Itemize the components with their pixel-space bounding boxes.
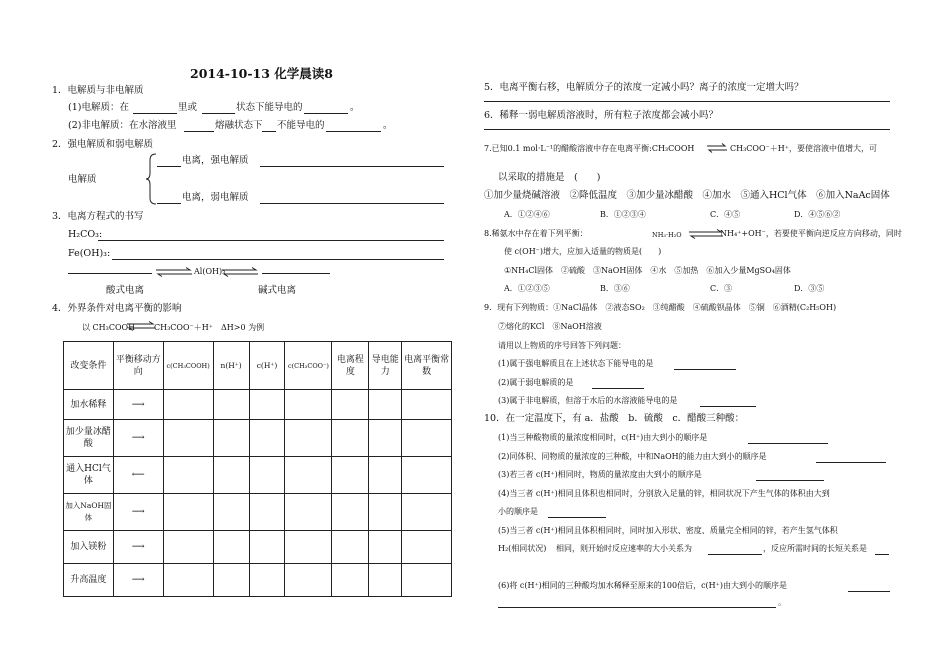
q8-line-c: NH₄⁺+OH⁻，若要使平衡向逆反应方向移动，同时	[720, 229, 902, 238]
q10-part5-h2: H₂(相同状况)	[498, 544, 547, 553]
q10-part4-line-a: (4)当三者 c(H⁺)相同且体积也相同时，分别放入足量的锌，相同状况下产生气体的体积由大到	[498, 489, 830, 498]
blank	[326, 131, 381, 132]
header-cell: c(H⁺)	[249, 342, 285, 390]
q10-part5-line-b: 相同，则开始时反应速率的大小关系为	[556, 544, 692, 553]
answer-line	[484, 101, 890, 102]
blank	[748, 443, 828, 444]
q3-heading: 3．电离方程式的书写	[52, 211, 144, 222]
right-arrow-icon: ⟶	[131, 399, 145, 410]
direction-cell	[113, 494, 163, 531]
header-cell: 改变条件	[64, 342, 114, 390]
q9-part3: (3)属于非电解质，但溶于水后的水溶液能导电的是	[498, 396, 678, 405]
table-row	[64, 457, 452, 494]
q7-line-c: 以采取的措施是 ( )	[498, 172, 601, 183]
q10-part1: (1)当三种酸物质的量浓度相同时，c(H⁺)由大到小的顺序是	[498, 433, 708, 442]
equilibrium-arrow-icon	[688, 229, 724, 239]
q9-line-a: 9．现有下列物质：①NaCl晶体 ②液态SO₂ ③纯醋酸 ④硫酸钡晶体 ⑤铜 ⑥酒精(C₂H₅OH)	[484, 303, 837, 312]
blank	[674, 369, 736, 370]
blank	[262, 273, 330, 274]
q3-base-ionization: 碱式电离	[258, 285, 297, 296]
blank	[184, 131, 214, 132]
table-header-row	[64, 342, 452, 390]
q4-intro-part3: ΔH>0 为例	[221, 323, 265, 332]
answer-line	[484, 129, 890, 130]
q5-text: 5．电离平衡右移，电解质分子的浓度一定减小吗？离子的浓度一定增大吗？	[484, 82, 804, 93]
condition-cell: 升高温度	[64, 564, 114, 597]
blank	[133, 113, 177, 114]
q3-h2co3-label: H₂CO₃:	[68, 229, 103, 240]
header-cell: 平衡移动方向	[113, 342, 163, 390]
header-cell: c(CH₃COOH)	[163, 342, 213, 390]
table-row	[64, 420, 452, 457]
left-arrow-icon: ⟵	[131, 470, 145, 480]
q10-part3: (3)若三者 c(H⁺)相同时，物质的量浓度由大到小的顺序是	[498, 470, 702, 479]
blank	[68, 273, 152, 274]
q10-heading: 10．在一定温度下，有 a．盐酸 b．硫酸 c．醋酸三种酸：	[484, 413, 745, 424]
q10-part4-line-b: 小的顺序是	[498, 507, 538, 516]
table-row	[64, 494, 452, 531]
q9-line-c: 请用以上物质的序号回答下列问题：	[498, 341, 626, 350]
blank	[260, 203, 444, 204]
q3-acid-ionization: 酸式电离	[106, 285, 145, 296]
header-cell: c(CH₃COO⁻)	[285, 342, 332, 390]
right-arrow-icon: ⟶	[131, 542, 145, 552]
equilibrium-arrow-icon	[220, 267, 260, 277]
condition-cell: 加少量冰醋酸	[64, 420, 114, 457]
q10-part6: (6)将 c(H⁺)相同的三种酸均加水稀释至原来的100倍后，c(H⁺)由大到小的顺序是	[498, 581, 787, 590]
q8-choice-d: D．③⑤	[794, 284, 825, 293]
q1-line-b-part4: 。	[383, 120, 393, 131]
q8-choice-a: A．①②③⑤	[504, 284, 550, 293]
equilibrium-conditions-table	[63, 341, 452, 597]
q1-line-b-part3: 不能导电的	[277, 120, 325, 131]
direction-cell	[113, 390, 163, 420]
direction-cell	[113, 564, 163, 597]
right-arrow-icon: ⟶	[131, 575, 145, 585]
curly-brace-icon	[145, 153, 157, 205]
blank	[260, 166, 444, 167]
q7-choice-d: D．④⑤⑥②	[794, 210, 841, 219]
q2-heading: 2．强电解质和弱电解质	[52, 139, 154, 150]
q3-feoh3-label: Fe(OH)₃:	[68, 248, 111, 259]
header-cell: 电离平衡常数	[402, 342, 452, 390]
q6-text: 6．稀释一弱电解质溶液时，所有粒子浓度都会减小吗？	[484, 110, 719, 121]
equilibrium-arrow-icon	[706, 143, 728, 153]
page-title: 2014-10-13 化学晨读8	[190, 66, 334, 81]
q8-choice-b: B．③⑥	[600, 284, 630, 293]
period: 。	[778, 598, 786, 607]
blank	[548, 517, 606, 518]
q7-line-b: CH₃COO⁻＋H⁺，要使溶液中值增大，可	[730, 144, 877, 153]
q1-line-a-part2: 里或	[178, 102, 198, 113]
q8-nh3h2o: NH₃·H₂O	[652, 231, 682, 239]
q1-line-b-part2: 熔融状态下	[215, 120, 263, 131]
right-arrow-icon: ⟶	[131, 507, 145, 517]
blank	[756, 480, 824, 481]
blank	[98, 240, 444, 241]
right-arrow-icon: ⟶	[131, 433, 145, 443]
q1-line-b-part1: (2)非电解质：在水溶液里	[68, 120, 177, 131]
direction-cell	[113, 531, 163, 564]
q2-weak-label: 电离，弱电解质	[182, 192, 249, 203]
q2-electrolyte-label: 电解质	[68, 174, 97, 185]
q2-strong-label: 电离，强电解质	[182, 155, 249, 166]
q10-part5-line-a: (5)当三者 c(H⁺)相同且体积相同时，同时加入形状、密度、质量完全相同的锌，若产生氢气体积	[498, 526, 838, 535]
q9-part1: (1)属于强电解质且在上述状态下能导电的是	[498, 359, 654, 368]
q3-aloh3: Al(OH)₃	[194, 267, 226, 276]
blank	[498, 607, 776, 608]
condition-cell: 加入镁粉	[64, 531, 114, 564]
blank	[592, 388, 644, 389]
q1-line-a-part3: 状态下能导电的	[236, 102, 303, 113]
q7-choice-c: C．④⑤	[710, 210, 741, 219]
q1-heading: 1．电解质与非电解质	[52, 85, 144, 96]
q7-line-a: 7.已知0.1 mol·L⁻¹的醋酸溶液中存在电离平衡:CH₃COOH	[484, 144, 695, 153]
blank	[112, 259, 444, 260]
blank	[202, 113, 235, 114]
equilibrium-arrow-icon	[126, 321, 156, 331]
blank	[875, 554, 889, 555]
condition-cell: 加入NaOH固体	[64, 494, 114, 531]
q4-intro-part1: 以 CH₃COOH	[82, 323, 136, 332]
header-cell: 电离程度	[332, 342, 369, 390]
table-row	[64, 564, 452, 597]
direction-cell	[113, 420, 163, 457]
q7-choice-a: A．①②④⑥	[504, 210, 550, 219]
q8-line-d: 使 c(OH⁻)增大，应加入适量的物质是( )	[504, 247, 662, 256]
q7-options: ①加少量烧碱溶液 ②降低温度 ③加少量冰醋酸 ④加水 ⑤通入HCl气体 ⑥加入NaAc固体	[484, 190, 890, 201]
header-cell: n(H⁺)	[213, 342, 249, 390]
blank	[157, 166, 181, 167]
q1-line-a-part1: (1)电解质：在	[68, 102, 129, 113]
header-cell: 导电能力	[369, 342, 402, 390]
blank	[708, 554, 762, 555]
q8-options: ①NH₄Cl固体 ②硫酸 ③NaOH固体 ④水 ⑤加热 ⑥加入少量MgSO₄固体	[504, 266, 791, 275]
table-row	[64, 390, 452, 420]
direction-cell	[113, 457, 163, 494]
q4-heading: 4．外界条件对电离平衡的影响	[52, 303, 182, 314]
condition-cell: 加水稀释	[64, 390, 114, 420]
q8-line-a: 8.稀氨水中存在着下列平衡：	[484, 229, 588, 238]
blank	[816, 462, 886, 463]
q4-intro-part2: CH₃COO⁻＋H⁺	[154, 323, 213, 332]
table-row	[64, 531, 452, 564]
q10-part2: (2)同体积、同物质的量浓度的三种酸，中和NaOH的能力由大到小的顺序是	[498, 452, 767, 461]
q10-part5-line-c: ，反应所需时间的长短关系是	[763, 544, 867, 553]
blank	[700, 406, 756, 407]
q7-choice-b: B．①②③④	[600, 210, 646, 219]
equilibrium-arrow-icon	[154, 267, 194, 277]
q9-part2: (2)属于弱电解质的是	[498, 378, 574, 387]
blank	[157, 203, 181, 204]
q1-line-a-part4: 。	[350, 102, 360, 113]
blank	[304, 113, 348, 114]
q9-line-b: ⑦熔化的KCl ⑧NaOH溶液	[498, 322, 602, 331]
blank	[262, 131, 276, 132]
condition-cell: 通入HCl气体	[64, 457, 114, 494]
q8-choice-c: C．③	[710, 284, 733, 293]
blank	[848, 591, 890, 592]
